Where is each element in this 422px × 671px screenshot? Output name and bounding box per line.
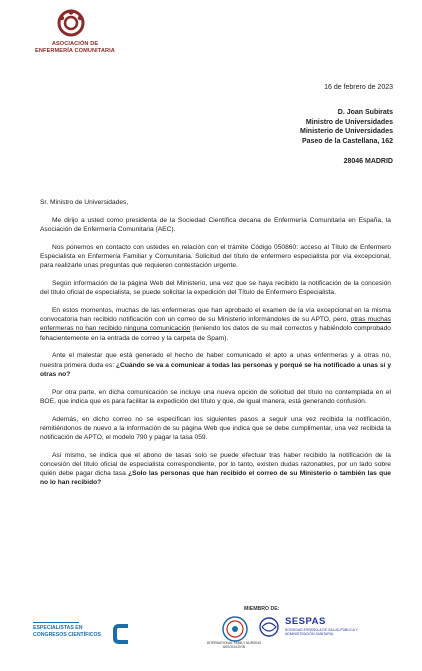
- paragraph-6: Por otra parte, en dicha comunicación se incluye una nueva opción de solicitud del título no contemplada en el BOE, que indica que es para facilitar la expedición del título y que, de igual manera, está generando confusión.: [40, 388, 391, 405]
- paragraph-4: [40, 306, 391, 343]
- recipient-block: [300, 108, 393, 167]
- recipient-name: D. Joan Subirats: [337, 109, 393, 116]
- recipient-address: Paseo de la Castellana, 162: [301, 137, 393, 145]
- footer: [0, 598, 422, 671]
- paragraph-5-text: Ante el malestar que está generado el hecho de haber comunicado el apto a unas enfermeras y a otras no, nuestra primera duda es:: [40, 352, 391, 369]
- recipient-title: Ministro de Universidades: [305, 118, 393, 126]
- paragraph-8-question: ¿Solo las personas que han recibido el correo de su Ministerio o también las que no lo han recibido?: [40, 470, 391, 487]
- member-label: MIEMBRO DE:: [244, 606, 280, 612]
- paragraph-5: [40, 351, 391, 379]
- logo-line-2: ENFERMERÍA COMUNITARIA: [35, 48, 115, 54]
- letter-body: [40, 198, 391, 496]
- aec-spiral-icon: [56, 8, 86, 38]
- paragraph-4-underlined: otras muchas enfermeras no han recibido ninguna comunicación: [40, 316, 391, 333]
- letter-date: 16 de febrero de 2023: [324, 84, 393, 91]
- paragraph-7: Además, en dicho correo no se especifican los siguientes pasos a seguir una vez recibida la notificación, remitiéndonos de nuevo a la información de su página Web que indica que se debe cumplimentar, una vez recibida la notificación de APTO, el modelo 790 y pagar la tasa 059.: [40, 415, 391, 442]
- footer-divider: [33, 622, 79, 623]
- recipient-ministry: Ministerio de Universidades: [300, 128, 393, 136]
- paragraph-8-text: Así mismo, se indica que el abono de tasas solo se puede efectuar tras haber recibido la notificación de la concesión del título oficial de especialista correspondiente, por lo tanto, existen dudas razonables, por un lado sobre quién debe pagar dicha tasa: [40, 451, 391, 478]
- sespas-logo-icon: [258, 616, 280, 638]
- paragraph-5-question: ¿Cuándo se va a comunicar a todas las personas y porqué se ha notificado a unas sí y otras no?: [40, 361, 392, 378]
- footer-left-line-2: CONGRESOS CIENTÍFICOS: [33, 631, 102, 638]
- sespas-name: SESPAS: [285, 616, 326, 627]
- footer-left-line-1: ESPECIALISTAS EN: [33, 625, 83, 632]
- ifna-text: INTERNATIONAL FAMILY NURSING ASSOCIATION: [206, 641, 262, 649]
- sespas-subtitle: SOCIEDAD ESPAÑOLA DE SALUD PÚBLICA Y ADMINISTRACIÓN SANITARIA: [285, 628, 358, 636]
- recipient-city: 28046 MADRID: [343, 158, 393, 166]
- paragraph-8: [40, 451, 391, 488]
- congress-specialists-text: [33, 622, 101, 638]
- logo-line-1: ASOCIACIÓN DE: [51, 41, 99, 47]
- congress-c-logo-icon: [113, 623, 131, 645]
- paragraph-2: Nos ponemos en contacto con ustedes en relación con el trámite Código 050860: acceso al Título de Enfermero Especialista en Enfermería Familiar y Comunitaria. Solicitud del título de enfermero especialista por vía excepcional, para realizarle unas preguntas que requieren contestación urgente.: [40, 243, 391, 270]
- paragraph-1: Me dirijo a usted como presidenta de la Sociedad Científica decana de Enfermería Comunitaria en España, la Asociación de Enfermería Comunitaria (AEC).: [40, 216, 391, 233]
- greeting: Sr. Ministro de Universidades,: [40, 199, 129, 206]
- aec-logo-text: [20, 41, 130, 55]
- paragraph-4-text-a: En estos momentos, muchas de las enfermeras que han aprobado el examen de la vía excepcional en la misma convocatoria han recibido notificación con un correo de su Ministerio informándoles de su APTO, pero,: [40, 307, 391, 324]
- paragraph-4-text-b: (teniendo los datos de su mail correctos y habiéndolo comprobado fehacientemente en la entrada de correo y la carpeta de Spam).: [40, 325, 391, 342]
- paragraph-3: Según información de la página Web del Ministerio, una vez que se haya recibido la notificación de la concesión del título oficial de especialista, se puede solicitar la expedición del Título de Enfermero Especialista.: [40, 280, 391, 297]
